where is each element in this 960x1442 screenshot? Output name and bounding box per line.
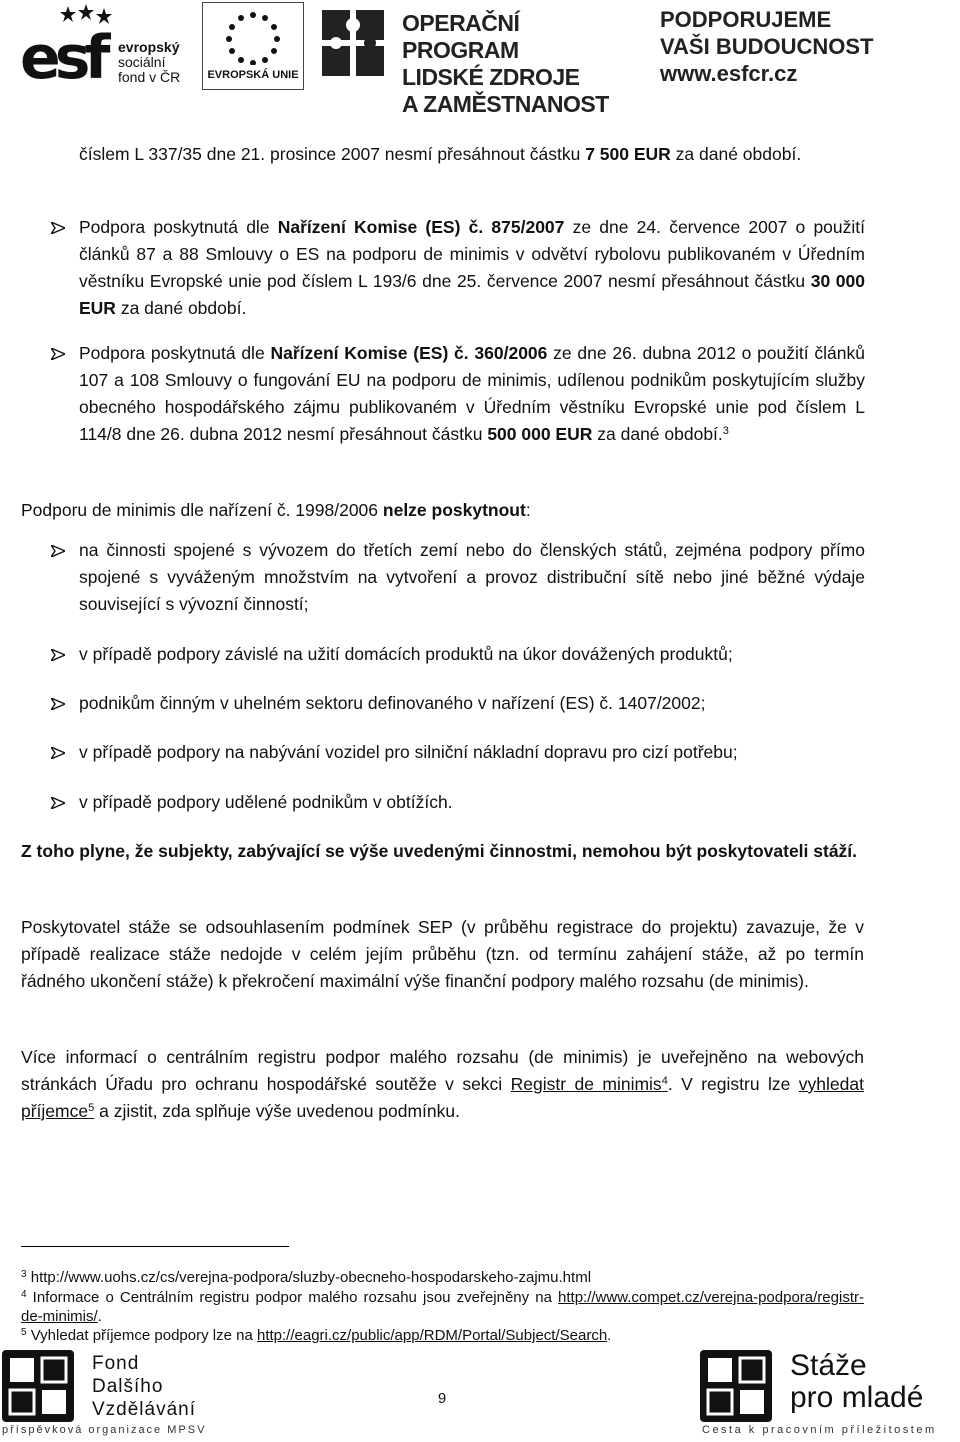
arrow-bullet-icon [51, 649, 65, 661]
vyhledat-prijemce-link[interactable]: vyhledat příjemce$^5$ [21, 1074, 864, 1121]
intro-line: Podporu de minimis dle nařízení č. 1998/2006 nelze poskytnout: [21, 500, 531, 520]
provider-paragraph: Poskytovatel stáže se odsouhlasením podmínek SEP (v průběhu registrace do projektu) zavazuje, že v případě realizace stáže nedojde v celém jejím průběhu (tzn. od termínu zahájení stáže, až po termín řádného ukončení stáže) k překročení maximální výše finanční podpory malého rozsahu (de minimis). [21, 917, 864, 991]
footnote-separator [21, 1246, 289, 1247]
op-title: OPERAČNÍ PROGRAM LIDSKÉ ZDROJE A ZAMĚSTNANOST [402, 10, 609, 117]
support-slogan: PODPORUJEME VAŠI BUDOUCNOST www.esfcr.cz [660, 7, 874, 86]
eu-logo [202, 2, 304, 90]
footnote-5: $^5$ Vyhledat příjemce podpory lze na http://eagri.cz/public/app/RDM/Portal/Subject/Search. [21, 1327, 612, 1344]
list-item: v případě podpory na nabývání vozidel pro silniční nákladní dopravu pro cizí potřebu; [79, 739, 865, 766]
list-item: podnikům činným v uhelném sektoru definovaného v nařízení (ES) č. 1407/2002; [79, 690, 865, 717]
fdv-name: Fond Dalšího Vzdělávání [92, 1353, 197, 1420]
registr-de-minimis-link[interactable]: Registr de minimis$^4$ [510, 1074, 668, 1094]
arrow-bullet-icon [51, 797, 65, 809]
arrow-bullet-icon [51, 348, 65, 360]
footnote-3-url: http://www.uohs.cz/cs/verejna-podpora/sluzby-obecneho-hospodarskeho-zajmu.html [30, 1269, 592, 1286]
conclusion-paragraph: Z toho plyne, že subjekty, zabývající se výše uvedenými činnostmi, nemohou být poskytovateli stáží. [21, 841, 858, 861]
list-item: v případě podpory udělené podnikům v obtížích. [79, 789, 865, 816]
list-item: na činnosti spojené s vývozem do třetích zemí nebo do členských států, zejména podpory přímo spojené s vyváženým množstvím na vytvoření a provoz distribuční sítě nebo jiné běžné výdaje související s vývozní činností; [79, 537, 865, 618]
esf-logo [20, 2, 200, 93]
continued-paragraph: číslem L 337/35 dne 21. prosince 2007 nesmí přesáhnout částku 7 500 EUR za dané období. [79, 144, 802, 164]
list-item: Podpora poskytnutá dle Nařízení Komise (ES) č. 360/2006 ze dne 26. dubna 2012 o použití článků 107 a 108 Smlouvy o fungování EU na podporu de minimis, udílenou podnikům poskytujícím služby obecného hospodářského zájmu publikovaném v Úředním věstníku Evropské unie pod číslem L 114/8 dne 26. dubna 2012 nesmí přesáhnout částku 500 000 EUR za dané období.$^3$ [79, 340, 865, 448]
eagri-link[interactable]: http://eagri.cz/public/app/RDM/Portal/Subject/Search [256, 1327, 608, 1344]
staze-subtitle: Cesta k pracovním příležitostem [702, 1424, 937, 1436]
list-item: v případě podpory závislé na užití domácích produktů na úkor dovážených produktů; [79, 641, 865, 668]
page-header [0, 0, 960, 117]
footnote-3: $^3$ http://www.uohs.cz/cs/verejna-podpora/sluzby-obecneho-hospodarskeho-zajmu.html [21, 1269, 592, 1286]
eu-stars-flag-icon [217, 9, 289, 65]
fdv-subtitle: příspěvková organizace MPSV [2, 1424, 207, 1436]
arrow-bullet-icon [51, 747, 65, 759]
arrow-bullet-icon [51, 545, 65, 557]
eu-label: EVROPSKÁ UNIE [207, 69, 299, 81]
esf-website: www.esfcr.cz [660, 61, 798, 86]
compet-link[interactable]: http://www.compet.cz/verejna-podpora/registr-de-minimis/ [21, 1289, 864, 1325]
arrow-bullet-icon [51, 222, 65, 234]
info-paragraph: Více informací o centrálním registru podpor malého rozsahu (de minimis) je uveřejněno na webových stránkách Úřadu pro ochranu hospodářské soutěže v sekci Registr de minimis$^4$. V registru lze vyhledat příjemce$^5$ a zjistit, zda splňuje výše uvedenou podmínku. [21, 1047, 864, 1121]
esf-logo-text: esf [20, 23, 105, 93]
arrow-bullet-icon [51, 698, 65, 710]
footnote-4: $^4$ Informace o Centrálním registru podpor malého rozsahu jsou zveřejněny na http://www.compet.cz/verejna-podpora/registr-de-minimis/. [21, 1289, 864, 1325]
footnote-ref: 3 [722, 425, 729, 437]
op-lzz-logo [320, 4, 640, 117]
staze-title: Stáže pro mladé [790, 1349, 924, 1414]
fdv-logo-icon [2, 1350, 74, 1422]
esf-logo-caption: evropský sociální fond v ČR [118, 39, 181, 85]
list-item: Podpora poskytnutá dle Nařízení Komise (ES) č. 875/2007 ze dne 24. července 2007 o použití článků 87 a 88 Smlouvy o ES na podporu de minimis v odvětví rybolovu publikovaném v Úředním věstníku Evropské unie pod číslem L 193/6 dne 25. července 2007 nesmí přesáhnout částku 30 000 EUR za dané období. [79, 214, 865, 322]
staze-logo-icon [700, 1350, 772, 1422]
op-puzzle-icon [320, 8, 386, 78]
page-number: 9 [437, 1390, 447, 1407]
